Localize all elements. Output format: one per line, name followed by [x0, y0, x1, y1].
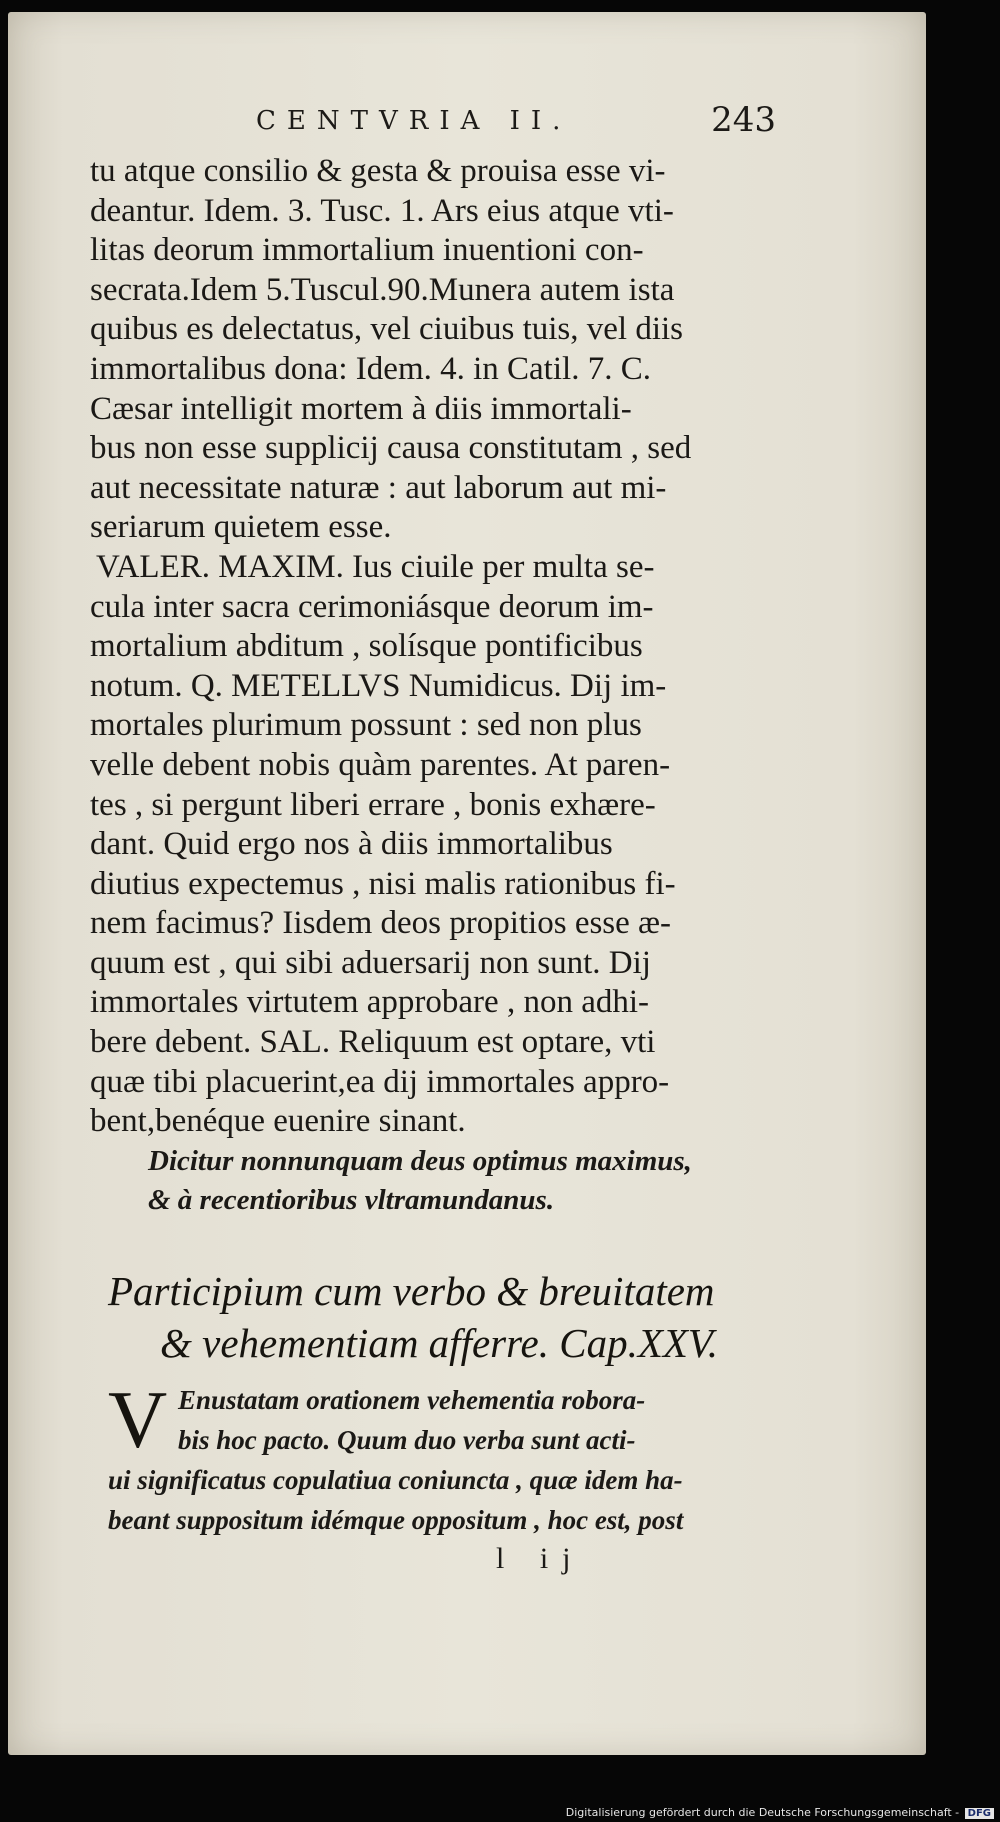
text-line: bere debent. SAL. Reliquum est optare, vti: [90, 1024, 656, 1061]
text-line: quæ tibi placuerint,ea dij immortales appro-: [90, 1063, 670, 1100]
running-head: [256, 100, 776, 140]
text-line: VALER. MAXIM. Ius ciuile per multa se-: [96, 548, 655, 585]
text-line: mortales plurimum possunt : sed non plus: [90, 707, 642, 744]
chapter-text-line: beant suppositum idémque oppositum , hoc est, post: [108, 1505, 684, 1535]
digitization-footer: [566, 1806, 994, 1819]
chapter-text-line: Enustatam orationem vehementia robora-: [178, 1385, 646, 1415]
text-line: Cæsar intelligit mortem à diis immortali-: [90, 390, 632, 427]
text-line: seriarum quietem esse.: [90, 509, 392, 546]
text-line: diutius expectemus , nisi malis rationibus fi-: [90, 865, 676, 902]
text-line: velle debent nobis quàm parentes. At paren-: [90, 746, 671, 783]
drop-cap: V: [108, 1374, 168, 1465]
text-line: nem facimus? Iisdem deos propitios esse æ-: [90, 905, 672, 942]
text-line: mortalium abditum , solísque pontificibus: [90, 628, 643, 665]
text-line: secrata.Idem 5.Tuscul.90.Munera autem ista: [90, 271, 675, 308]
text-line: notum. Q. METELLVS Numidicus. Dij im-: [90, 667, 667, 704]
text-line: tu atque consilio & gesta & prouisa esse vi-: [90, 153, 666, 189]
chapter-text-line: ui significatus copulatiua coniuncta , quæ idem ha-: [108, 1465, 683, 1495]
text-line: deantur. Idem. 3. Tusc. 1. Ars eius atque vti-: [90, 192, 674, 229]
chapter-heading-line: Participium cum verbo & breuitatem: [108, 1268, 715, 1314]
text-line: tes , si pergunt liberi errare , bonis exhære-: [90, 786, 656, 823]
footer-text: Digitalisierung gefördert durch die Deutsche Forschungsgemeinschaft -: [565, 1806, 960, 1819]
text-line: bent,benéque euenire sinant.: [90, 1103, 466, 1140]
marginal-note-line: & à recentioribus vltramundanus.: [148, 1184, 555, 1217]
running-head-title: CENTVRIA II.: [256, 106, 572, 136]
page-number: 243: [711, 100, 776, 140]
chapter-heading-line: & vehementiam afferre. Cap.XXV.: [160, 1320, 718, 1366]
body-text: [90, 152, 770, 1221]
book-page: [8, 12, 926, 1755]
marginal-note-line: Dicitur nonnunquam deus optimus maximus,: [148, 1144, 692, 1177]
text-line: cula inter sacra cerimoniásque deorum im-: [90, 588, 654, 625]
signature-mark: l ij: [496, 1542, 585, 1575]
text-line: quibus es delectatus, vel ciuibus tuis, vel diis: [90, 311, 684, 348]
chapter-text: [108, 1374, 778, 1540]
text-line: bus non esse supplicij causa constitutam , sed: [90, 430, 692, 467]
text-line: immortales virtutem approbare , non adhi-: [90, 984, 650, 1021]
text-line: dant. Quid ergo nos à diis immortalibus: [90, 826, 613, 863]
text-line: litas deorum immortalium inuentioni con-: [90, 232, 644, 269]
chapter-text-line: bis hoc pacto. Quum duo verba sunt acti-: [178, 1425, 636, 1455]
chapter-heading: [108, 1265, 778, 1369]
dfg-logo: DFG: [965, 1808, 994, 1819]
text-line: quum est , qui sibi aduersarij non sunt. Dij: [90, 944, 651, 981]
text-line: immortalibus dona: Idem. 4. in Catil. 7. C.: [90, 350, 651, 387]
text-line: aut necessitate naturæ : aut laborum aut mi-: [90, 469, 667, 506]
